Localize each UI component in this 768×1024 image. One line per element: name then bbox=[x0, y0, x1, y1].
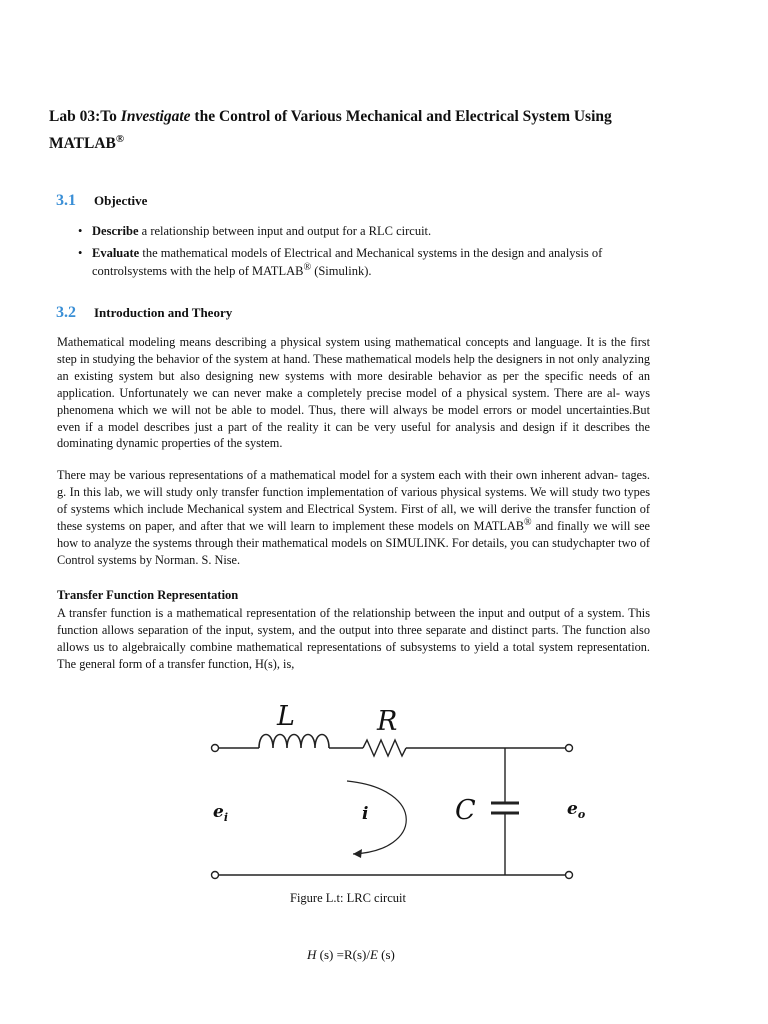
resistor-zigzag bbox=[363, 740, 406, 756]
objective-tail: (Simulink). bbox=[311, 264, 372, 278]
output-terminal-bottom bbox=[566, 872, 573, 879]
objective-text: the mathematical models of Electrical and Mechanical systems in the design and analysis of controlsystems with the help of MATLAB bbox=[92, 246, 603, 278]
objective-keyword: Evaluate bbox=[92, 246, 140, 260]
objective-keyword: Describe bbox=[92, 224, 139, 238]
list-item bbox=[78, 222, 638, 240]
section-number: 3.1 bbox=[56, 192, 76, 209]
registered-mark: ® bbox=[115, 132, 125, 145]
bullet-icon: • bbox=[78, 224, 83, 238]
title-italic-word: Investigate bbox=[120, 108, 191, 125]
resistor-label: R bbox=[377, 706, 398, 737]
registered-mark: ® bbox=[524, 516, 532, 528]
formula-lhs-arg: (s) = bbox=[316, 947, 344, 962]
figure-caption: Figure L.t: LRC circuit bbox=[290, 891, 406, 905]
bullet-icon: • bbox=[78, 246, 83, 260]
paragraph-text: There may be various representations of a mathematical model for a system each with their own inherent advan- tages. g. In this lab, we will study only transfer function implementation of various physical systems. We will study two types of systems which include Mechanical system and Electrical System. First of all, we will derive the transfer function of these systems on paper, and after that we will learn to implement these models on MATLAB bbox=[57, 468, 650, 533]
list-item bbox=[78, 244, 638, 280]
input-voltage-label: $e_i$ bbox=[213, 802, 229, 824]
input-terminal-bottom bbox=[212, 872, 219, 879]
transfer-function-formula bbox=[307, 947, 395, 963]
section-number: 3.2 bbox=[56, 304, 76, 321]
section-introduction bbox=[56, 304, 232, 322]
objective-list bbox=[78, 222, 638, 284]
section-objective bbox=[56, 192, 147, 210]
registered-mark: ® bbox=[303, 261, 312, 273]
intro-paragraph-1: Mathematical modeling means describing a physical system using mathematical concepts and language. It is the first step in studying the behavior of the system at hand. These mathematical models help the designers in not only analyzing an existing system but also designing new systems with more desirable behavior as per the specific needs of an application. Unfortunately we can never make a completely precise model of a physical system. There are al- ways phenomena which we will not be able to model. Thus, there will always be model errors or model uncertainties.But even if a model describes just a part of the reality it can be very useful for analysis and design if it describes the dominating dynamic properties of the system. bbox=[57, 335, 650, 451]
lab-title bbox=[49, 103, 689, 157]
formula-e: E bbox=[369, 947, 378, 962]
title-rest: the Control of Various Mechanical and Electrical System Using bbox=[190, 108, 612, 125]
transfer-paragraph: A transfer function is a mathematical representation of the relationship between the input and output of a system. This function allows separation of the input, system, and the output into three separate and distinct parts. The function also allows us to algebraically combine mathematical representations of subsystems to yield a total system representation. The general form of a transfer function, H(s), is, bbox=[57, 606, 650, 671]
inductor-label: L bbox=[277, 701, 295, 732]
title-prefix: Lab 03:To bbox=[49, 108, 121, 125]
section-heading: Introduction and Theory bbox=[94, 305, 233, 320]
transfer-function-heading: Transfer Function Representation bbox=[57, 588, 239, 602]
paragraph-text: and finally we will see how to analyze the systems through their mathematical models on SIMULINK. For details, you can studychapter two of Control systems by Norman. S. Nise. bbox=[57, 518, 650, 567]
intro-paragraph-2 bbox=[57, 467, 650, 568]
objective-text: a relationship between input and output for a RLC circuit. bbox=[138, 224, 432, 238]
current-arrow bbox=[347, 781, 406, 854]
inductor-coil bbox=[259, 735, 329, 749]
input-terminal-top bbox=[212, 745, 219, 752]
formula-h: H bbox=[307, 947, 317, 962]
title-line2: MATLAB bbox=[49, 135, 116, 152]
output-terminal-top bbox=[566, 745, 573, 752]
current-arrowhead-icon bbox=[353, 849, 362, 858]
section-heading: Objective bbox=[94, 193, 148, 208]
formula-numerator: R(s)/ bbox=[343, 947, 370, 962]
formula-den-arg: (s) bbox=[377, 947, 395, 962]
current-label: i bbox=[362, 804, 369, 824]
capacitor-label: C bbox=[455, 795, 476, 826]
lrc-circuit-diagram bbox=[195, 690, 595, 890]
output-voltage-label: $e_o$ bbox=[567, 799, 586, 821]
